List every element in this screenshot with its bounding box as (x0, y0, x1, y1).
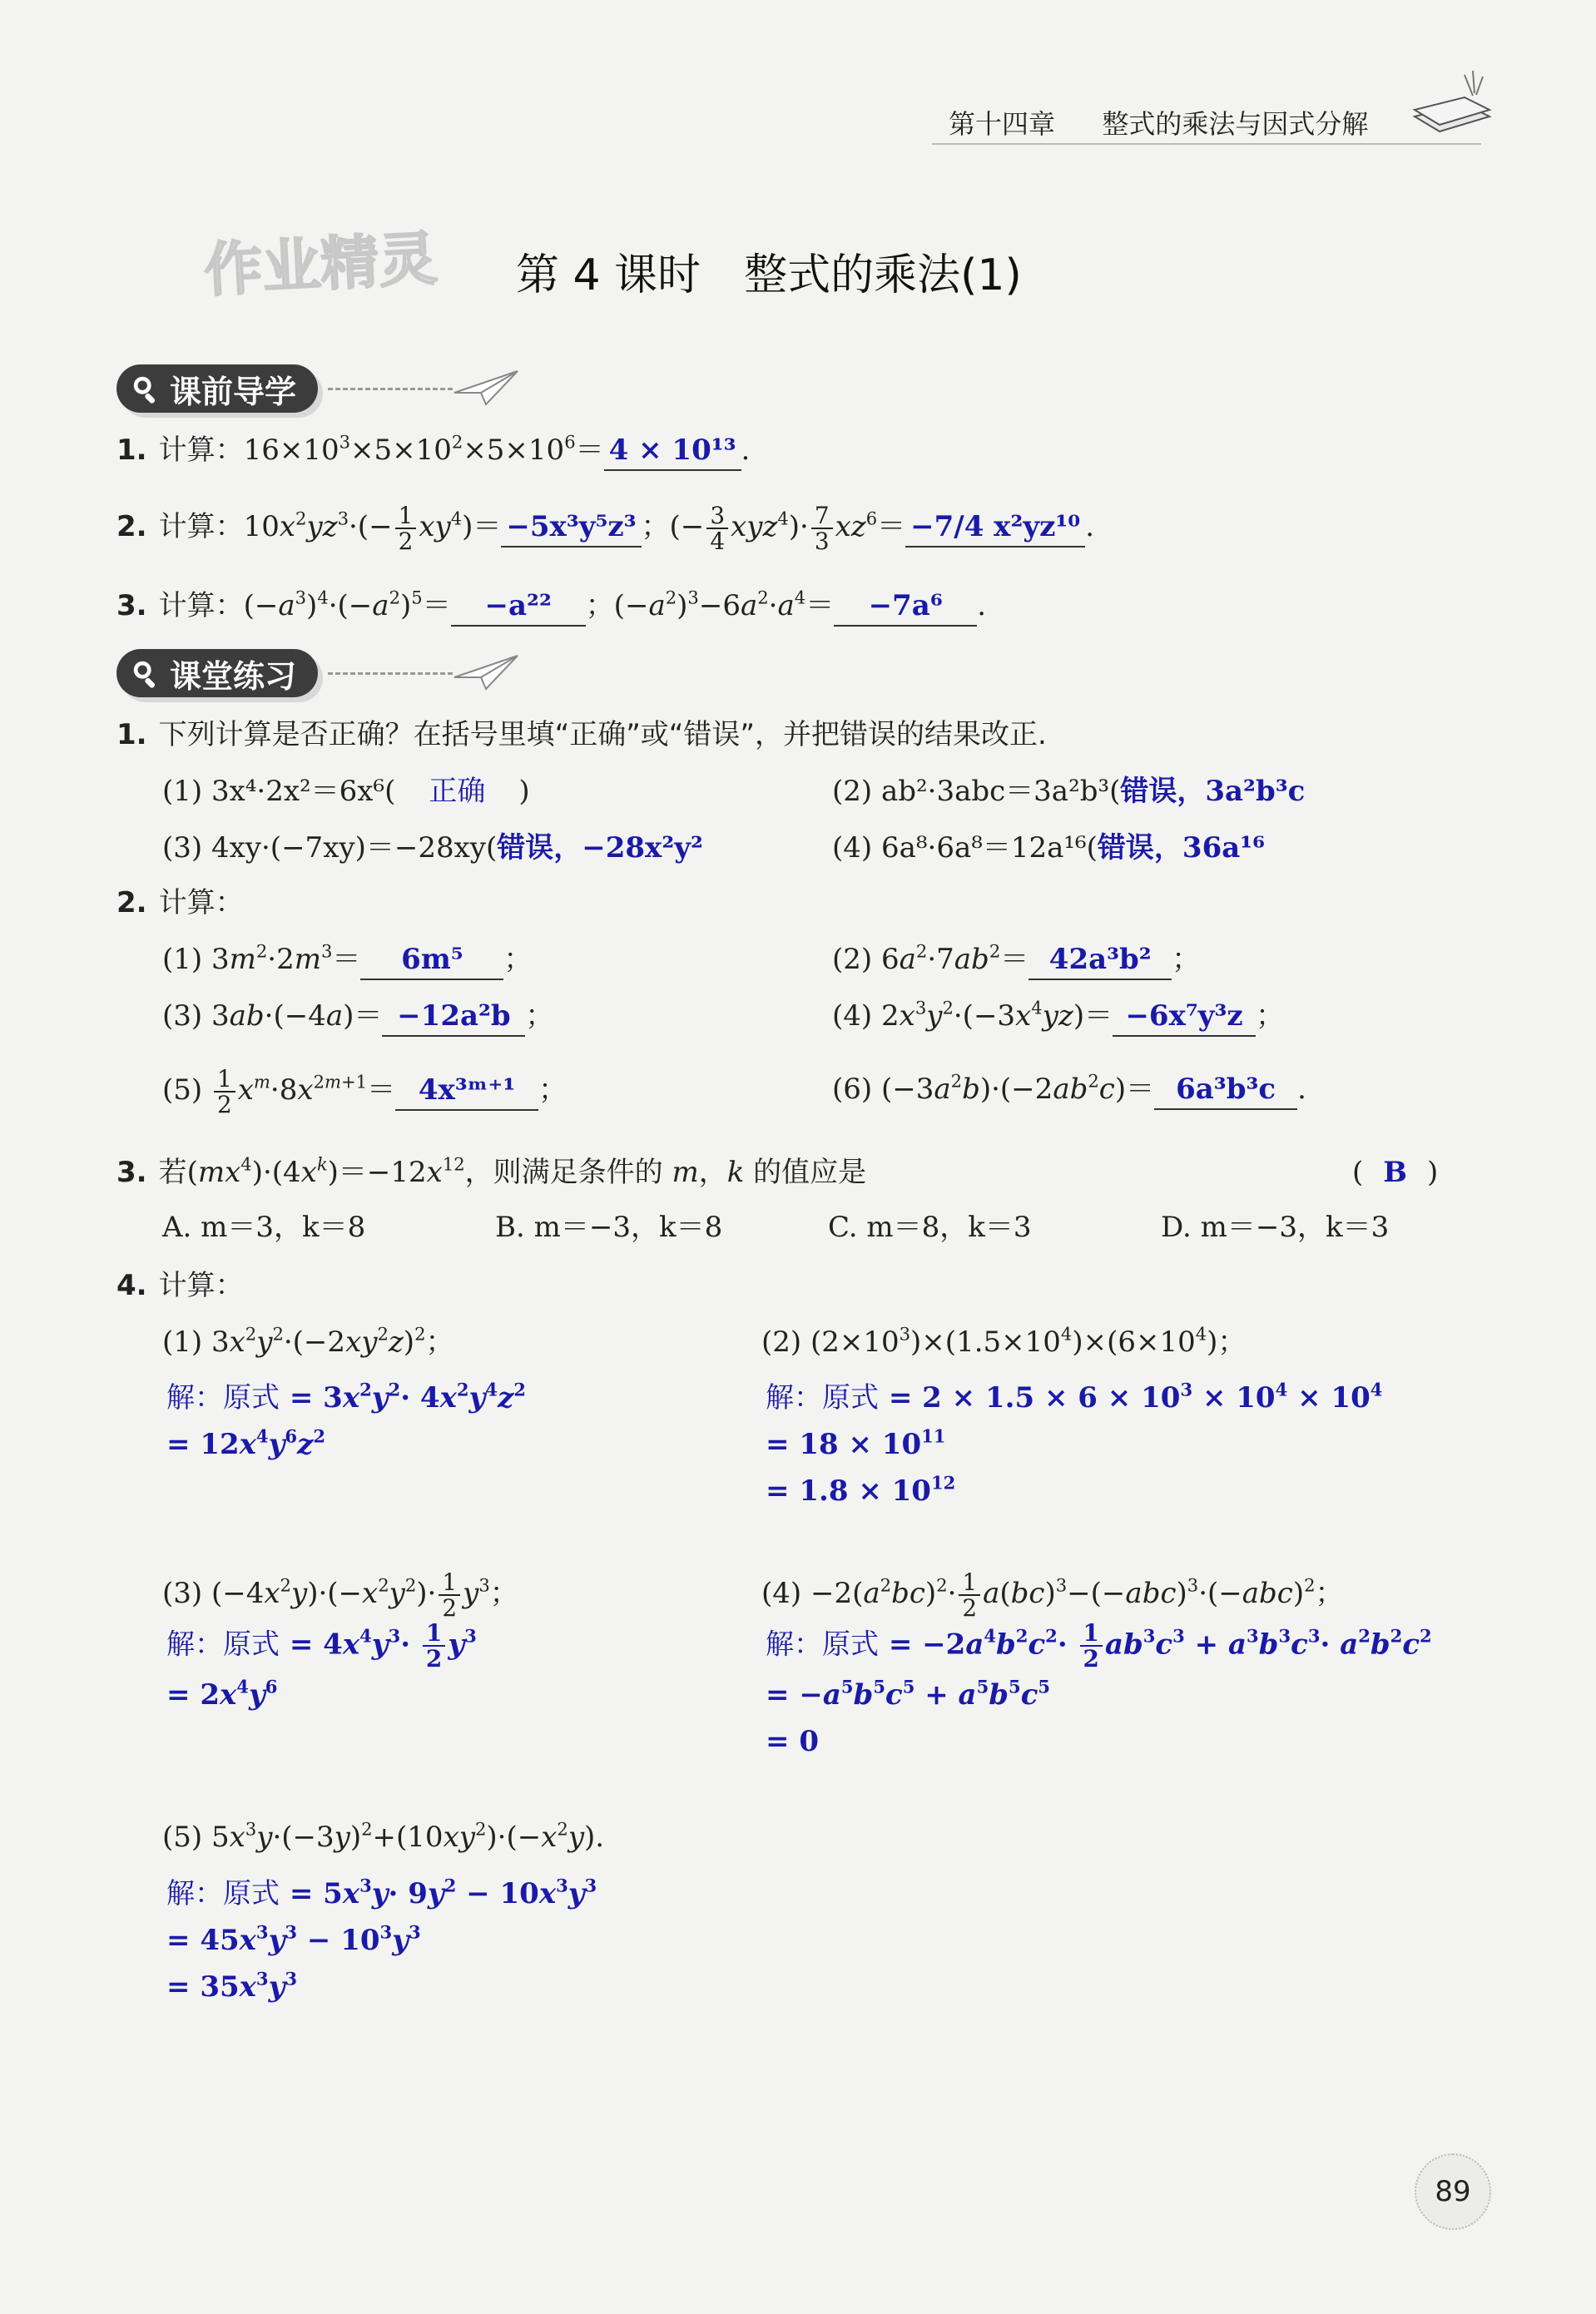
answer-blank: −5x³y⁵z³ (501, 508, 641, 548)
practice-3-options (162, 1208, 1410, 1246)
chapter-title: 整式的乘法与因式分解 (1102, 108, 1369, 140)
section-practice-header (116, 649, 519, 697)
option-c: C. m＝8，k＝3 (828, 1211, 1032, 1244)
practice-question-4: 4. 计算： (116, 1269, 244, 1302)
preview-question-3: 3. 计算：$(-a^3)^4\cdot(-a^2)^5= -a^{22}$ ；$(-a^2)^3-6a^2\cdot a^4= -7a^6$ . (116, 587, 986, 627)
page-number-badge (1415, 2153, 1491, 2230)
practice-4-solution-4: 解：原式 = $-2a^4b^2c^2\cdot$ $\frac{1}{2}$ $ab^3c^3 + a^3b^3c^3\cdot a^2b^2c^2$ = $-a^5b^5c^5 + a^5b^5c^5$ = 0 (766, 1619, 1432, 1758)
practice-2-item-2: (2) $6a^2\cdot 7ab^2= 42a^3b^2$ ； (832, 940, 1200, 980)
section-practice-title: 课堂练习 (170, 657, 297, 695)
magnifier-icon (130, 373, 161, 404)
magnifier-icon (130, 657, 161, 689)
practice-1-item-3: (3) 4xy·(−7xy)＝−28xy(错误，−28x²y² (162, 831, 703, 865)
paper-plane-icon (453, 652, 519, 694)
practice-4-item-5: (5) $5x^3y\cdot(-3y)^2+(10xy^2)\cdot(-x^2y)$. (162, 1818, 605, 1854)
lesson-title: 第 4 课时 整式的乘法(1) (516, 250, 1022, 300)
practice-2-item-6: (6) $(-3a^2b)\cdot(-2ab^2c)= 6a^3b^3c$ . (832, 1070, 1306, 1110)
practice-question-3: 3. 若$(mx^4)\cdot(4x^k)=-12x^{12}$，则满足条件的 m，k 的值应是 (116, 1153, 867, 1189)
section-preview-pill (116, 364, 318, 413)
practice-3-answer-bracket: ( B ) (1352, 1156, 1439, 1189)
practice-4-solution-5: 解：原式 = $5x^3y\cdot 9y^2 - 10x^3y^3$ = $45x^3y^3 - 10^3y^3$ = $35x^3y^3$ (166, 1875, 597, 2004)
dashed-trail (328, 672, 453, 675)
practice-3-answer: B (1383, 1156, 1408, 1189)
practice-2-item-1: (1) $3m^2\cdot 2m^3= 6m^5$ ； (162, 940, 532, 980)
practice-4-item-3: (3) $(-4x^2y)\cdot(-x^2y^2)\cdot$ $\frac{1}{2}$ $y^3$； (162, 1568, 518, 1622)
answer-blank: −7/4 x²yz¹⁰ (905, 508, 1085, 548)
option-a: A. m＝3，k＝8 (162, 1211, 366, 1244)
practice-1-item-1: (1) 3x⁴·2x²＝6x⁶( 正确 ) (162, 775, 530, 808)
practice-2-item-5: (5) $\frac{1}{2}$ $x^m\cdot 8x^{2m+1}=$ 4x³ᵐ⁺¹ ； (162, 1064, 568, 1118)
practice-4-solution-1: 解：原式 = $3x^2y^2\cdot 4x^2y^4z^2$ = $12x^4y^6z^2$ (166, 1379, 526, 1461)
practice-question-1: 1. 下列计算是否正确？在括号里填“正确”或“错误”，并把错误的结果改正. (116, 718, 1047, 751)
practice-4-solution-3: 解：原式 = $4x^4y^3\cdot$ $\frac{1}{2}$ $y^3$ = $2x^4y^6$ (166, 1619, 477, 1712)
page-header (949, 103, 1368, 141)
chapter-number: 第十四章 (949, 108, 1056, 140)
practice-4-solution-2: 解：原式 = $2 \times 1.5 \times 6 \times 10^3 \times 10^4 \times 10^4$ = $18 \times 10^{11}$ = $1.8 \times 10^{12}$ (766, 1379, 1383, 1508)
answer-blank: −7a⁶ (834, 587, 977, 627)
book-stack-icon (1406, 58, 1498, 141)
option-b: B. m＝−3，k＝8 (495, 1211, 723, 1244)
answer-blank: −a²² (451, 587, 586, 627)
page-number: 89 (1435, 2175, 1471, 2208)
preview-question-2: 2. 计算：$10x^2yz^3\cdot(-$ $\frac{1}{2}$ $xy^4)= -5x^3y^5z^3$ ；(− $\frac{3}{4}$ xyz$^4$)· $\frac{7}{3}$ $xz^6= -7/4$ x²yz¹⁰ . (116, 501, 1095, 555)
practice-4-item-4: $(4) -2(a^2bc)^2\cdot$ $\frac{1}{2}$ $a(bc)^3-(-abc)^3\cdot(-abc)^2$； (761, 1568, 1344, 1622)
practice-2-item-4: (4) $2x^3y^2\cdot(-3x^4yz)= -6x^7y^3z$ ； (832, 997, 1284, 1037)
section-preview-title: 课前导学 (170, 373, 297, 410)
practice-4-item-1: (1) $3x^2y^2\cdot(-2xy^2z)^2$； (162, 1323, 454, 1359)
practice-1-item-2: (2) ab²·3abc＝3a²b³(错误，3a²b³c (832, 775, 1306, 808)
practice-2-item-3: (3) 3ab·(−4a)＝ −12a²b ； (162, 997, 553, 1037)
answer-blank: 4 × 10¹³ (604, 431, 741, 471)
practice-4-item-2: (2) $(2\times 10^3)\times(1.5\times 10^4)\times(6\times 10^4)$； (761, 1323, 1247, 1359)
section-practice-pill (116, 649, 318, 697)
option-d: D. m＝−3，k＝3 (1161, 1211, 1390, 1244)
dashed-trail (328, 388, 453, 390)
practice-1-item-4: (4) 6a⁸·6a⁸＝12a¹⁶(错误，36a¹⁶ (832, 831, 1266, 865)
header-rule (932, 143, 1481, 145)
paper-plane-icon (453, 368, 519, 409)
preview-question-1: 1. 计算：$16\times 10^3\times 5\times 10^2\times 5\times 10^6= 4 \times 10^{13}$ . (116, 431, 750, 471)
practice-question-2: 2. 计算： (116, 886, 244, 919)
section-preview-header (116, 364, 519, 413)
watermark-logo: 作业精灵 (202, 224, 439, 305)
